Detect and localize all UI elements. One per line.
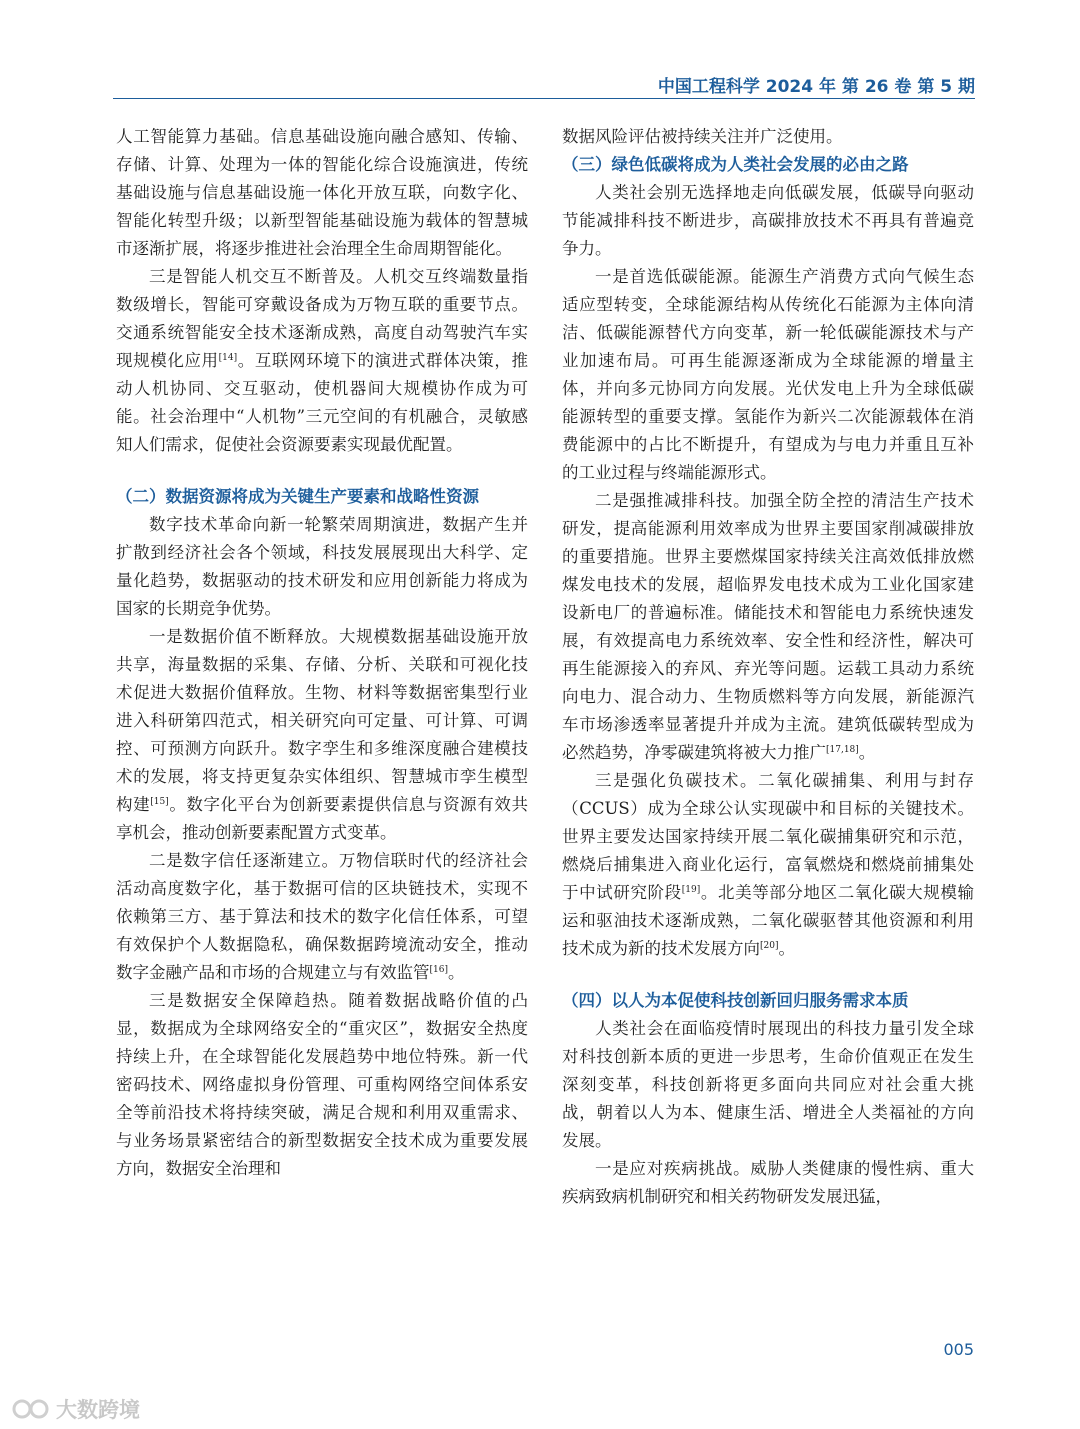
paragraph: 二是强推减排科技。加强全防全控的清洁生产技术研发，提高能源利用效率成为世界主要国家削减碳排放的重要措施。世界主要燃煤国家持续关注高效低排放燃煤发电技术的发展，超临界发电技术成为工业化国家建设新电厂的普遍标准。储能技术和智能电力系统快速发展，有效提高电力系统效率、安全性和经济性，解决可再生能源接入的弃风、弃光等问题。运载工具动力系统向电力、混合动力、生物质燃料等方向发展，新能源汽车市场渗透率显著提升并成为主流。建筑低碳转型成为必然趋势，净零碳建筑将被大力推广[17,18]。: [562, 491, 974, 762]
watermark: [12, 1394, 140, 1424]
citation-ref: [20]: [760, 941, 779, 951]
paragraph: 三是智能人机交互不断普及。人机交互终端数量指数级增长，智能可穿戴设备成为万物互联的重要节点。交通系统智能安全技术逐渐成熟，高度自动驾驶汽车实现规模化应用[14]。互联网环境下的演进式群体决策，推动人机协同、交互驱动，使机器间大规模协作成为可能。社会治理中“人机物”三元空间的有机融合，灵敏感知人们需求，促使社会资源要素实现最优配置。: [116, 267, 528, 454]
paragraph: 一是首选低碳能源。能源生产消费方式向气候生态适应型转变，全球能源结构从传统化石能源为主体向清洁、低碳能源替代方向变革，新一轮低碳能源技术与产业加速布局。可再生能源逐渐成为全球能源的增量主体，并向多元协同方向发展。光伏发电上升为全球低碳能源转型的重要支撑。氢能作为新兴二次能源载体在消费能源中的占比不断提升，有望成为与电力并重且互补的工业过程与终端能源形式。: [562, 267, 974, 482]
right-column: [562, 123, 974, 1211]
citation-ref: [14]: [218, 353, 238, 363]
watermark-logo-icon: [12, 1397, 50, 1421]
paragraph: 二是数字信任逐渐建立。万物信联时代的经济社会活动高度数字化，基于数据可信的区块链技术，实现不依赖第三方、基于算法和技术的数字化信任体系，可望有效保护个人数据隐私，确保数据跨境流动安全，推动数字金融产品和市场的合规建立与有效监管[16]。: [116, 851, 528, 982]
citation-ref: [19]: [681, 885, 701, 895]
paragraph: 一是应对疾病挑战。威胁人类健康的慢性病、重大疾病致病机制研究和相关药物研发发展迅猛，: [562, 1159, 974, 1206]
header-rule: [113, 98, 975, 99]
watermark-text: 大数跨境: [56, 1398, 140, 1422]
citation-ref: [16]: [429, 965, 448, 975]
citation-ref: [17,18]: [826, 745, 859, 755]
section-heading: （三）绿色低碳将成为人类社会发展的必由之路: [562, 155, 909, 174]
paragraph: 人类社会在面临疫情时展现出的科技力量引发全球对科技创新本质的更进一步思考，生命价值观正在发生深刻变革，科技创新将更多面向共同应对社会重大挑战，朝着以人为本、健康生活、增进全人类福祉的方向发展。: [562, 1019, 974, 1150]
paragraph: 三是强化负碳技术。二氧化碳捕集、利用与封存（CCUS）成为全球公认实现碳中和目标的关键技术。世界主要发达国家持续开展二氧化碳捕集研究和示范，燃烧后捕集进入商业化运行，富氧燃烧和燃烧前捕集处于中试研究阶段[19]。北美等部分地区二氧化碳大规模输运和驱油技术逐渐成熟，二氧化碳驱替其他资源和利用技术成为新的技术发展方向[20]。: [562, 771, 974, 958]
paragraph: 人类社会别无选择地走向低碳发展，低碳导向驱动节能减排科技不断进步，高碳排放技术不再具有普遍竞争力。: [562, 183, 974, 258]
paragraph: 一是数据价值不断释放。大规模数据基础设施开放共享，海量数据的采集、存储、分析、关联和可视化技术促进大数据价值释放。生物、材料等数据密集型行业进入科研第四范式，相关研究向可定量、可计算、可调控、可预测方向跃升。数字孪生和多维深度融合建模技术的发展，将支持更复杂实体组织、智慧城市孪生模型构建[15]。数字化平台为创新要素提供信息与资源有效共享机会，推动创新要素配置方式变革。: [116, 627, 528, 842]
left-column: [116, 123, 528, 1183]
paragraph: 数据风险评估被持续关注并广泛使用。: [562, 127, 843, 146]
section-heading: （二）数据资源将成为关键生产要素和战略性资源: [116, 487, 479, 506]
citation-ref: [15]: [150, 797, 169, 807]
page-number: 005: [943, 1340, 974, 1359]
paragraph: 人工智能算力基础。信息基础设施向融合感知、传输、存储、计算、处理为一体的智能化综合设施演进，传统基础设施与信息基础设施一体化开放互联，向数字化、智能化转型升级；以新型智能基础设施为载体的智慧城市逐渐扩展，将逐步推进社会治理全生命周期智能化。: [116, 127, 528, 258]
journal-header: 中国工程科学 2024 年 第 26 卷 第 5 期: [657, 77, 975, 97]
paragraph: 三是数据安全保障趋热。随着数据战略价值的凸显，数据成为全球网络安全的“重灾区”，数据安全热度持续上升，在全球智能化发展趋势中地位特殊。新一代密码技术、网络虚拟身份管理、可重构网络空间体系安全等前沿技术将持续突破，满足合规和利用双重需求、与业务场景紧密结合的新型数据安全技术成为重要发展方向，数据安全治理和: [116, 991, 528, 1178]
section-heading: （四）以人为本促使科技创新回归服务需求本质: [562, 991, 909, 1010]
paragraph: 数字技术革命向新一轮繁荣周期演进，数据产生并扩散到经济社会各个领域，科技发展展现出大科学、定量化趋势，数据驱动的技术研发和应用创新能力将成为国家的长期竞争优势。: [116, 515, 528, 618]
